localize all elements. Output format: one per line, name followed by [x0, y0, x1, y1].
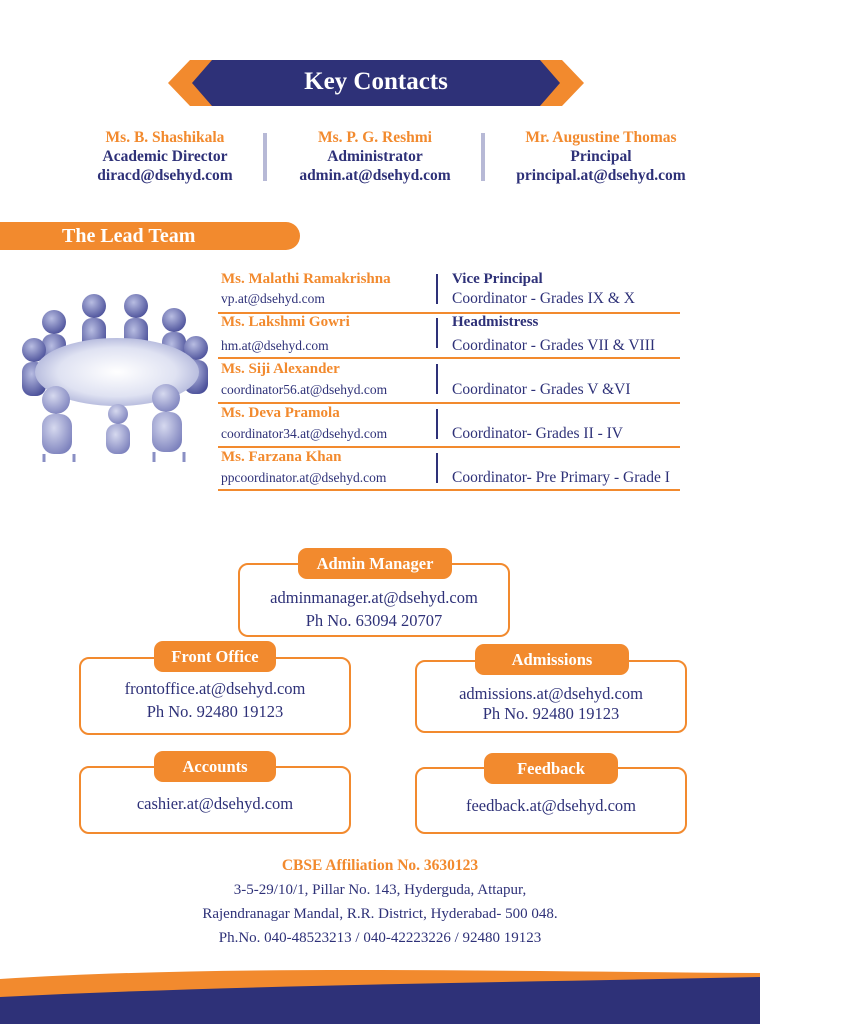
team-member-name: Ms. Deva Pramola — [221, 405, 340, 421]
key-contact-academic-director — [60, 128, 270, 185]
contact-email[interactable]: principal.at@dsehyd.com — [516, 167, 686, 184]
team-member-email[interactable]: coordinator56.at@dsehyd.com — [221, 382, 388, 397]
row-underline — [218, 446, 680, 448]
team-member-title: Vice Principal — [452, 271, 543, 287]
admin-manager-email[interactable]: adminmanager.at@dsehyd.com — [270, 588, 478, 607]
team-member-email[interactable]: hm.at@dsehyd.com — [221, 338, 329, 353]
team-member-coordinator: Coordinator- Pre Primary - Grade I — [452, 469, 670, 486]
row-underline — [218, 489, 680, 491]
accounts-email[interactable]: cashier.at@dsehyd.com — [136, 794, 294, 813]
admissions-phone: Ph No. 92480 19123 — [482, 704, 620, 723]
front-office-phone: Ph No. 92480 19123 — [146, 702, 284, 721]
contact-separator — [481, 133, 485, 181]
admin-manager-phone: Ph No. 63094 20707 — [305, 611, 443, 630]
row-divider — [436, 318, 438, 348]
team-member-name: Ms. Siji Alexander — [221, 361, 340, 377]
contact-name: Mr. Augustine Thomas — [525, 129, 677, 146]
contact-role: Principal — [570, 148, 632, 165]
admissions-email[interactable]: admissions.at@dsehyd.com — [459, 684, 643, 703]
contact-role: Administrator — [327, 148, 423, 165]
contact-name: Ms. P. G. Reshmi — [318, 129, 432, 146]
row-divider — [436, 364, 438, 394]
front-office-email[interactable]: frontoffice.at@dsehyd.com — [124, 679, 306, 698]
lead-team-title: The Lead Team — [62, 225, 196, 247]
key-contacts-title: Key Contacts — [304, 68, 448, 95]
contact-name: Ms. B. Shashikala — [105, 129, 225, 146]
feedback-email[interactable]: feedback.at@dsehyd.com — [465, 796, 637, 815]
admissions-label: Admissions — [475, 644, 629, 675]
key-contact-administrator — [270, 128, 480, 185]
team-member-email[interactable]: ppcoordinator.at@dsehyd.com — [221, 470, 387, 485]
address-line: Rajendranagar Mandal, R.R. District, Hyderabad- 500 048. — [202, 906, 558, 922]
footer-wave — [0, 955, 864, 1024]
contact-separator — [263, 133, 267, 181]
key-contact-principal — [496, 128, 706, 185]
accounts-label: Accounts — [154, 751, 276, 782]
row-divider — [436, 453, 438, 483]
front-office-label: Front Office — [154, 641, 276, 672]
team-member-email[interactable]: vp.at@dsehyd.com — [221, 291, 325, 306]
contact-role: Academic Director — [102, 148, 228, 165]
feedback-label: Feedback — [484, 753, 618, 784]
team-member-coordinator: Coordinator- Grades II - IV — [452, 425, 623, 442]
contact-email[interactable]: diracd@dsehyd.com — [97, 167, 233, 184]
team-member-title: Headmistress — [452, 314, 539, 330]
address-phone-line: Ph.No. 040-48523213 / 040-42223226 / 92480 19123 — [218, 930, 542, 946]
address-line: 3-5-29/10/1, Pillar No. 143, Hyderguda, Attapur, — [233, 882, 527, 898]
team-meeting-icon — [14, 292, 214, 464]
team-member-name: Ms. Farzana Khan — [221, 449, 342, 465]
admin-manager-label: Admin Manager — [298, 548, 452, 579]
team-member-email[interactable]: coordinator34.at@dsehyd.com — [221, 426, 388, 441]
team-member-coordinator: Coordinator - Grades VII & VIII — [452, 337, 656, 354]
team-member-name: Ms. Lakshmi Gowri — [221, 314, 350, 330]
team-member-coordinator: Coordinator - Grades IX & X — [452, 290, 635, 307]
team-member-name: Ms. Malathi Ramakrishna — [221, 271, 391, 287]
row-underline — [218, 357, 680, 359]
row-divider — [436, 409, 438, 439]
row-divider — [436, 274, 438, 304]
row-underline — [218, 402, 680, 404]
team-member-coordinator: Coordinator - Grades V &VI — [452, 381, 631, 398]
cbse-affiliation: CBSE Affiliation No. 3630123 — [281, 857, 479, 874]
contact-email[interactable]: admin.at@dsehyd.com — [299, 167, 451, 184]
